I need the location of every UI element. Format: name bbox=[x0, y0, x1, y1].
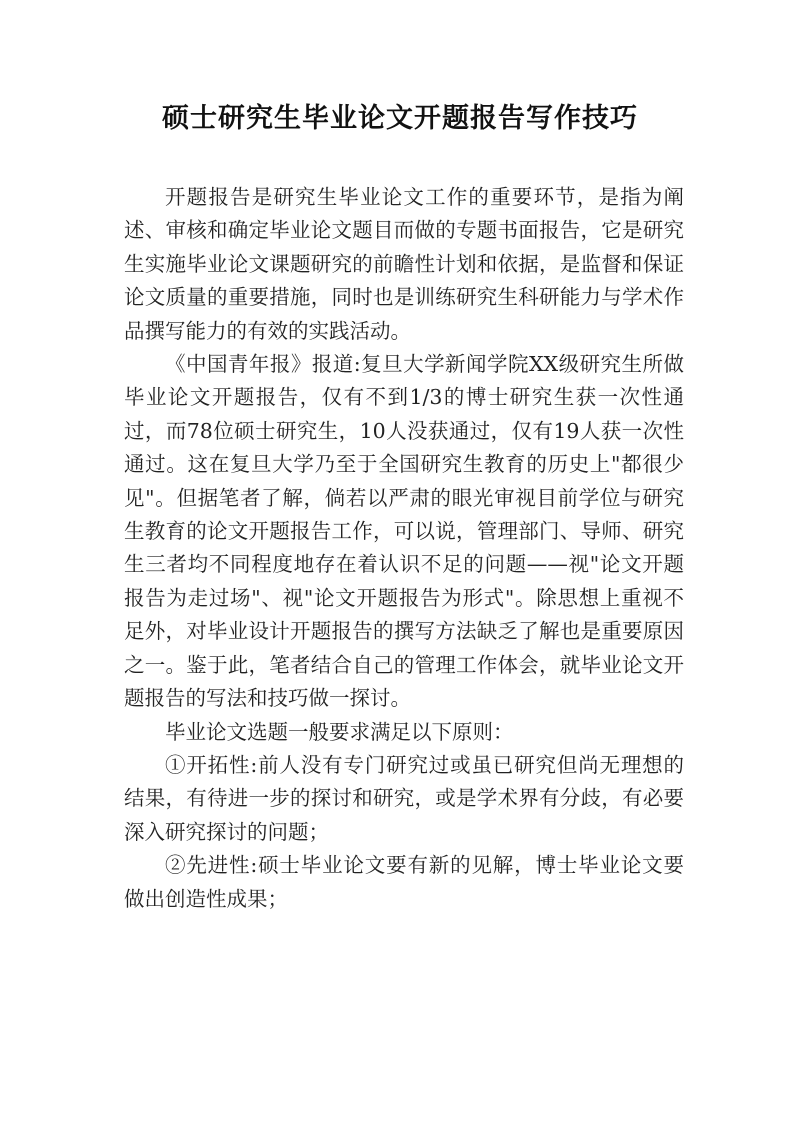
paragraph-principle-1: ①开拓性:前人没有专门研究过或虽已研究但尚无理想的结果，有待进一步的探讨和研究，或是学术界有分歧，有必要深入研究探讨的问题； bbox=[124, 752, 684, 844]
paragraph-news-report: 《中国青年报》报道:复旦大学新闻学院XX级研究生所做毕业论文开题报告，仅有不到1/3的博士研究生获一次性通过，而78位硕士研究生，10人没获通过，仅有19人获一次性通过。这在复旦大学乃至于全国研究生教育的历史上"都很少见"。但据笔者了解，倘若以严肃的眼光审视目前学位与研究生教育的论文开题报告工作，可以说，管理部门、导师、研究生三者均不同程度地存在着认识不足的问题——视"论文开题报告为走过场"、视"论文开题报告为形式"。除思想上重视不足外，对毕业设计开题报告的撰写方法缺乏了解也是重要原因之一。鉴于此，笔者结合自己的管理工作体会，就毕业论文开题报告的写法和技巧做一探讨。 bbox=[124, 352, 684, 711]
document-title: 硕士研究生毕业论文开题报告写作技巧 bbox=[162, 103, 638, 134]
paragraph-principle-2: ②先进性:硕士毕业论文要有新的见解，博士毕业论文要做出创造性成果； bbox=[124, 853, 684, 911]
document-body bbox=[124, 181, 684, 916]
paragraph-principles-lead: 毕业论文选题一般要求满足以下原则： bbox=[165, 719, 514, 744]
paragraph-intro: 开题报告是研究生毕业论文工作的重要环节，是指为阐述、审核和确定毕业论文题目而做的专题书面报告，它是研究生实施毕业论文课题研究的前瞻性计划和依据，是监督和保证论文质量的重要措施，同时也是训练研究生科研能力与学术作品撰写能力的有效的实践活动。 bbox=[124, 185, 684, 343]
